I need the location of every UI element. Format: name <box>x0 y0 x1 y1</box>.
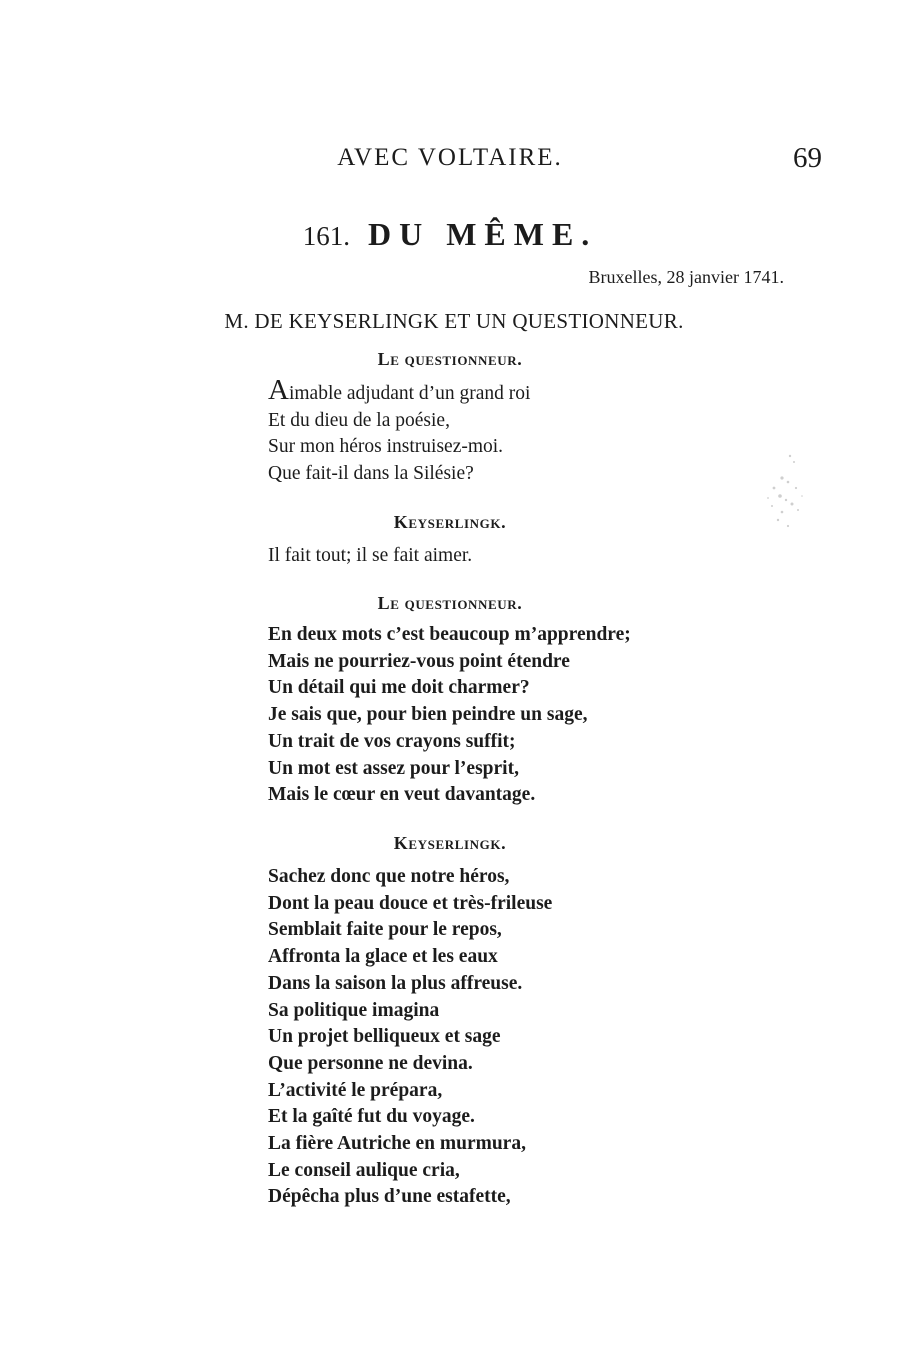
stanza-4 <box>268 864 552 1211</box>
stanza-2 <box>268 543 472 570</box>
letter-number: 161. <box>302 221 350 251</box>
paper-speck-decoration <box>752 448 812 548</box>
verse-line: Un trait de vos crayons suffit; <box>268 730 516 752</box>
verse-line: L’activité le prépara, <box>268 1079 443 1101</box>
stanza-3 <box>268 622 631 809</box>
verse-line: Un détail qui me doit charmer? <box>268 677 530 699</box>
speaker-questionneur: Le questionneur. <box>377 349 523 369</box>
dateline: Bruxelles, 28 janvier 1741. <box>588 267 784 287</box>
verse-line: Et du dieu de la poésie, <box>268 409 450 431</box>
verse-line: En deux mots c’est beaucoup m’apprendre; <box>268 624 631 645</box>
verse-line: Et la gaîté fut du voyage. <box>268 1106 475 1128</box>
verse-line: Affronta la glace et les eaux <box>268 946 498 968</box>
verse-line: Que personne ne devina. <box>268 1052 473 1074</box>
page-number: 69 <box>793 142 822 174</box>
running-head: AVEC VOLTAIRE. <box>337 144 563 171</box>
verse-line: Dans la saison la plus affreuse. <box>268 972 523 994</box>
letter-title: DU MÊME. <box>367 216 598 252</box>
stanza-1 <box>268 374 531 488</box>
verse-line: La fière Autriche en murmura, <box>268 1133 526 1155</box>
drop-cap: A <box>268 374 289 406</box>
verse-line: Un projet belliqueux et sage <box>268 1026 501 1048</box>
verse-line: Dépêcha plus d’une estafette, <box>268 1186 511 1208</box>
verse-line: Dont la peau douce et très-frileuse <box>268 892 553 914</box>
verse-line: Il fait tout; il se fait aimer. <box>268 545 473 566</box>
speaker-questionneur: Le questionneur. <box>377 593 523 613</box>
verse-line <box>268 374 531 408</box>
speaker-keyserlingk: Keyserlingk. <box>393 833 507 853</box>
verse-line: Semblait faite pour le repos, <box>268 919 502 941</box>
verse-line: Que fait-il dans la Silésie? <box>268 463 474 485</box>
verse-line: Sa politique imagina <box>268 999 440 1021</box>
verse-line: Le conseil aulique cria, <box>268 1159 460 1181</box>
verse-line: Mais ne pourriez-vous point étendre <box>268 650 570 672</box>
verse-line: Mais le cœur en veut davantage. <box>268 784 536 806</box>
letter-heading <box>0 216 900 253</box>
verse-line: Un mot est assez pour l’esprit, <box>268 757 519 779</box>
verse-line-text: imable adjudant d’un grand roi <box>288 383 531 404</box>
verse-line: Je sais que, pour bien peindre un sage, <box>268 704 588 726</box>
verse-line: Sur mon héros instruisez-moi. <box>268 436 504 458</box>
speaker-keyserlingk: Keyserlingk. <box>393 512 507 532</box>
verse-line: Sachez donc que notre héros, <box>268 866 510 887</box>
dialogue-title: M. DE KEYSERLINGK ET UN QUESTIONNEUR. <box>224 309 684 333</box>
